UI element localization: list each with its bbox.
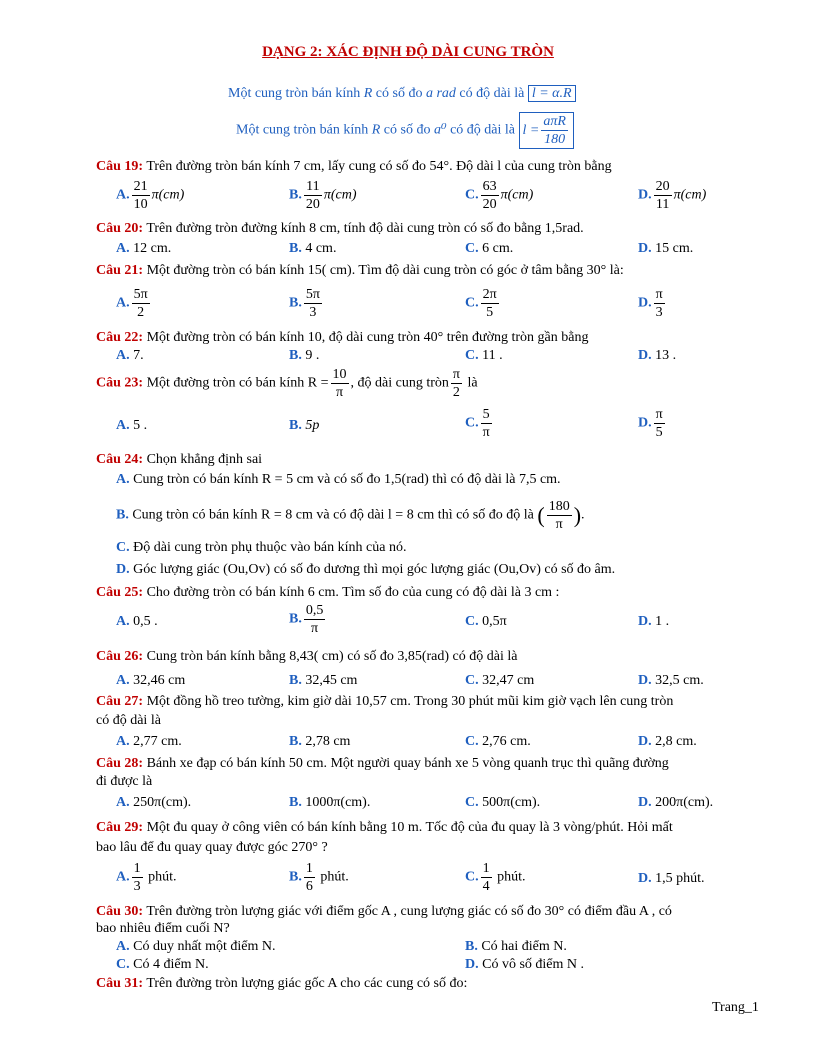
q30-option-c[interactable]: C. Có 4 điểm N. xyxy=(116,957,209,972)
q20-option-c[interactable]: C. 6 cm. xyxy=(465,241,514,256)
q29-option-a[interactable]: A. $\frac{1}{3}$ phút. xyxy=(116,861,177,894)
q29-option-c[interactable]: C. $\frac{1}{4}$ phút. xyxy=(465,861,526,894)
q27-option-c[interactable]: C. 2,76 cm. xyxy=(465,734,531,749)
q24-option-a[interactable]: A. Cung tròn có bán kính R = 5 cm và có số đo 1,5(rad) thì có độ dài là 7,5 cm. xyxy=(116,472,561,487)
question-30-cont: bao nhiêu điểm cuối N? xyxy=(96,921,230,936)
q22-option-a[interactable]: A. 7. xyxy=(116,348,144,363)
q27-option-d[interactable]: D. 2,8 cm. xyxy=(638,734,697,749)
q26-option-c[interactable]: C. 32,47 cm xyxy=(465,673,535,688)
q21-option-c[interactable]: C. $\frac{2\pi}{5}$ xyxy=(465,287,497,320)
question-29-cont: bao lâu để đu quay quay được góc 270° ? xyxy=(96,840,328,855)
question-24: Câu 24: Chọn khẳng định sai xyxy=(96,452,263,467)
q30-option-a[interactable]: A. Có duy nhất một điểm N. xyxy=(116,939,276,954)
q26-option-d[interactable]: D. 32,5 cm. xyxy=(638,673,704,688)
formula-deg-box: l = $\frac{\text{aπR}}{180}$ xyxy=(519,112,574,149)
q20-option-a[interactable]: A. 12 cm. xyxy=(116,241,172,256)
q21-option-d[interactable]: D. $\frac{\pi}{3}$ xyxy=(638,287,663,320)
q25-option-b[interactable]: B. $\frac{0,5}{\pi}$ xyxy=(289,603,324,636)
q29-option-b[interactable]: B. $\frac{1}{6}$ phút. xyxy=(289,861,349,894)
q21-option-a[interactable]: A. $\frac{5\pi}{2}$ xyxy=(116,287,148,320)
question-30: Câu 30: Trên đường tròn lượng giác với điểm gốc A , cung lượng giác có số đo 30° có điểm đầu A , có xyxy=(96,904,672,919)
question-28-cont: đi được là xyxy=(96,774,153,789)
question-23: Câu 23: Một đường tròn có bán kính R = $\frac{10}{\pi}$ , độ dài cung tròn $\frac{\pi}{2}$ là xyxy=(96,367,478,400)
question-20: Câu 20: Trên đường tròn đường kính 8 cm, tính độ dài cung tròn có số đo bằng 1,5rad. xyxy=(96,221,584,236)
question-31: Câu 31: Trên đường tròn lượng giác gốc A cho các cung có số đo: xyxy=(96,976,468,991)
q19-option-c[interactable]: C. $\frac{63}{20}$ π(cm) xyxy=(465,179,534,212)
q28-option-a[interactable]: A. 250π(cm). xyxy=(116,795,192,810)
page-title: DẠNG 2: XÁC ĐỊNH ĐỘ DÀI CUNG TRÒN xyxy=(262,44,554,60)
question-21: Câu 21: Một đường tròn có bán kính 15( cm). Tìm độ dài cung tròn có góc ở tâm bằng 30° là: xyxy=(96,263,624,278)
q27-option-b[interactable]: B. 2,78 cm xyxy=(289,734,351,749)
q20-option-b[interactable]: B. 4 cm. xyxy=(289,241,337,256)
q23-option-b[interactable]: B. 5p xyxy=(289,418,320,433)
q30-option-d[interactable]: D. Có vô số điểm N . xyxy=(465,957,585,972)
q26-option-b[interactable]: B. 32,45 cm xyxy=(289,673,358,688)
q29-option-d[interactable]: D. 1,5 phút. xyxy=(638,871,705,886)
q22-option-c[interactable]: C. 11 . xyxy=(465,348,503,363)
q27-option-a[interactable]: A. 2,77 cm. xyxy=(116,734,182,749)
page-footer: Trang_1 xyxy=(712,1000,759,1015)
q19-option-d[interactable]: D. $\frac{20}{11}$ π(cm) xyxy=(638,179,707,212)
q25-option-d[interactable]: D. 1 . xyxy=(638,614,670,629)
question-26: Câu 26: Cung tròn bán kính bằng 8,43( cm) có số đo 3,85(rad) có độ dài là xyxy=(96,649,518,664)
q22-option-b[interactable]: B. 9 . xyxy=(289,348,320,363)
q19-option-a[interactable]: A. $\frac{21}{10}$ π(cm) xyxy=(116,179,185,212)
q24-option-c[interactable]: C. Độ dài cung tròn phụ thuộc vào bán kính của nó. xyxy=(116,540,407,555)
q20-option-d[interactable]: D. 15 cm. xyxy=(638,241,694,256)
q28-option-d[interactable]: D. 200π(cm). xyxy=(638,795,714,810)
question-27-cont: có độ dài là xyxy=(96,713,161,728)
q23-option-c[interactable]: C. $\frac{5}{\pi}$ xyxy=(465,407,490,440)
q25-option-a[interactable]: A. 0,5 . xyxy=(116,614,158,629)
question-29: Câu 29: Một đu quay ở công viên có bán kính bằng 10 m. Tốc độ của đu quay là 3 vòng/phút. Hỏi mất xyxy=(96,820,673,835)
q28-option-c[interactable]: C. 500π(cm). xyxy=(465,795,541,810)
question-22: Câu 22: Một đường tròn có bán kính 10, độ dài cung tròn 40° trên đường tròn gần bằng xyxy=(96,330,589,345)
formula-rad: Một cung tròn bán kính R có số đo a rad có độ dài là l = α.R xyxy=(228,86,576,102)
q25-option-c[interactable]: C. 0,5π xyxy=(465,614,507,629)
q26-option-a[interactable]: A. 32,46 cm xyxy=(116,673,186,688)
question-19: Câu 19: Trên đường tròn bán kính 7 cm, lấy cung có số đo 54°. Độ dài l của cung tròn bằng xyxy=(96,159,612,174)
q23-option-d[interactable]: D. $\frac{\pi}{5}$ xyxy=(638,407,663,440)
q24-option-b[interactable]: B. Cung tròn có bán kính R = 8 cm và có độ dài l = 8 cm thì có số đo độ là ( $\frac{180}{\pi}$ ). xyxy=(116,499,585,532)
q24-option-d[interactable]: D. Góc lượng giác (Ou,Ov) có số đo dương thì mọi góc lượng giác (Ou,Ov) có số đo âm. xyxy=(116,562,616,577)
question-25: Câu 25: Cho đường tròn có bán kính 6 cm. Tìm số đo của cung có độ dài là 3 cm : xyxy=(96,585,560,600)
q30-option-b[interactable]: B. Có hai điểm N. xyxy=(465,939,567,954)
q22-option-d[interactable]: D. 13 . xyxy=(638,348,677,363)
q23-option-a[interactable]: A. 5 . xyxy=(116,418,148,433)
formula-rad-box: l = α.R xyxy=(528,85,576,102)
q21-option-b[interactable]: B. $\frac{5\pi}{3}$ xyxy=(289,287,320,320)
q28-option-b[interactable]: B. 1000π(cm). xyxy=(289,795,371,810)
question-27: Câu 27: Một đồng hồ treo tường, kim giờ dài 10,57 cm. Trong 30 phút mũi kim giờ vạch lên cung tròn xyxy=(96,694,674,709)
question-28: Câu 28: Bánh xe đạp có bán kính 50 cm. Một người quay bánh xe 5 vòng quanh trục thì quãng đường xyxy=(96,756,669,771)
formula-deg: Một cung tròn bán kính R có số đo a⁰ có độ dài là l = $\frac{\text{aπR}}{180}$ xyxy=(236,112,574,149)
q19-option-b[interactable]: B. $\frac{11}{20}$ π(cm) xyxy=(289,179,357,212)
